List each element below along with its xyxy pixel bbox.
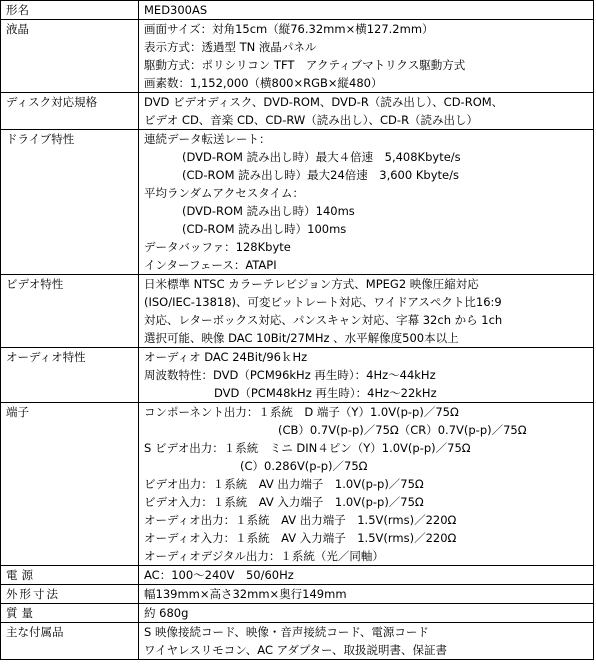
spec-label: 外形寸法 xyxy=(1,585,139,604)
spec-value-line: 対応、レターボックス対応、パンスキャン対応、字幕 32ch から 1ch xyxy=(144,313,503,327)
spec-value-line: ワイヤレスリモコン、AC アダプター、取扱説明書、保証書 xyxy=(144,643,448,657)
spec-value-line: 表示方式：透過型 TN 液晶パネル xyxy=(144,40,317,54)
spec-value-line: 駆動方式：ポリシリコン TFT アクティブマトリクス駆動方式 xyxy=(144,58,466,72)
spec-value-line: コンポーネント出力：１系統 D 端子（Y）1.0V(p-p)／75Ω xyxy=(144,405,459,419)
spec-row-model xyxy=(1,1,594,20)
spec-value xyxy=(139,566,594,585)
spec-value-line: オーディオデジタル出力：１系統（光／同軸） xyxy=(144,549,384,563)
spec-value xyxy=(139,275,594,348)
spec-value xyxy=(139,1,594,20)
spec-row-disc-formats xyxy=(1,93,594,130)
spec-value-line: AC：100～240V 50/60Hz xyxy=(144,568,294,582)
spec-value-line: インターフェース：ATAPI xyxy=(144,258,277,272)
spec-row-accessories xyxy=(1,623,594,660)
spec-value-line: 幅139mm×高さ32mm×奥行149mm xyxy=(144,587,347,601)
spec-row-power xyxy=(1,566,594,585)
spec-value-line: (DVD-ROM 読み出し時）140ms xyxy=(182,204,355,218)
spec-value-line: (CD-ROM 読み出し時）100ms xyxy=(182,222,347,236)
spec-label: 液晶 xyxy=(1,20,139,93)
spec-value-line: MED300AS xyxy=(144,3,208,17)
spec-value xyxy=(139,585,594,604)
spec-value-line: S 映像接続コード、映像・音声接続コード、電源コード xyxy=(144,625,429,639)
spec-value-line: 平均ランダムアクセスタイム： xyxy=(144,186,304,200)
spec-value xyxy=(139,20,594,93)
spec-row-terminals xyxy=(1,403,594,566)
spec-value xyxy=(139,623,594,660)
spec-value xyxy=(139,403,594,566)
spec-value-line: (ISO/IEC-13818)、可変ビットレート対応、ワイドアスペクト比16:9 xyxy=(144,295,502,309)
spec-value-line: 画面サイズ：対角15cm（縦76.32mm×横127.2mm） xyxy=(144,22,434,36)
spec-value-line: (C）0.286V(p-p)／75Ω xyxy=(240,459,368,473)
spec-value-line: DVD ビデオディスク、DVD-ROM、DVD-R（読み出し）、CD-ROM、 xyxy=(144,95,504,109)
spec-row-dimensions xyxy=(1,585,594,604)
spec-value-line: S ビデオ出力：１系統 ミニ DIN４ピン（Y）1.0V(p-p)／75Ω xyxy=(144,441,471,455)
spec-value xyxy=(139,130,594,275)
spec-label: 端子 xyxy=(1,403,139,566)
spec-label: ビデオ特性 xyxy=(1,275,139,348)
spec-row-audio xyxy=(1,348,594,403)
spec-value-line: オーディオ入力：１系統 AV 入力端子 1.5V(rms)／220Ω xyxy=(144,531,457,545)
spec-row-lcd xyxy=(1,20,594,93)
spec-value-line: 約 680g xyxy=(144,606,189,620)
spec-label: オーディオ特性 xyxy=(1,348,139,403)
spec-value-line: ビデオ出力：１系統 AV 出力端子 1.0V(p-p)／75Ω xyxy=(144,477,424,491)
spec-value-line: オーディオ DAC 24Bit/96ｋHz xyxy=(144,350,308,364)
spec-label: 電源 xyxy=(1,566,139,585)
spec-label: 形名 xyxy=(1,1,139,20)
spec-value-line: (CB）0.7V(p-p)／75Ω（CR）0.7V(p-p)／75Ω xyxy=(278,423,527,437)
spec-label: ドライブ特性 xyxy=(1,130,139,275)
spec-row-weight xyxy=(1,604,594,623)
spec-value-line: 周波数特性：DVD（PCM96kHz 再生時）：4Hz～44kHz xyxy=(144,368,436,382)
spec-value-line: オーディオ出力：１系統 AV 出力端子 1.5V(rms)／220Ω xyxy=(144,513,457,527)
spec-value-line: ビデオ入力：１系統 AV 入力端子 1.0V(p-p)／75Ω xyxy=(144,495,424,509)
spec-row-drive xyxy=(1,130,594,275)
spec-value xyxy=(139,348,594,403)
spec-value-line: 連続データ転送レート： xyxy=(144,132,271,146)
spec-row-video xyxy=(1,275,594,348)
spec-value-line: DVD（PCM48kHz 再生時）：4Hz～22kHz xyxy=(214,386,437,400)
spec-value-line: 選択可能、映像 DAC 10Bit/27MHz 、水平解像度500本以上 xyxy=(144,331,459,345)
spec-label: 質量 xyxy=(1,604,139,623)
spec-value-line: データバッファ：128Kbyte xyxy=(144,240,291,254)
spec-value xyxy=(139,93,594,130)
spec-label: ディスク対応規格 xyxy=(1,93,139,130)
spec-value-line: ビデオ CD、音楽 CD、CD-RW（読み出し）、CD-R（読み出し） xyxy=(144,113,479,127)
spec-value-line: (CD-ROM 読み出し時）最大24倍速 3,600 Kbyte/s xyxy=(182,168,459,182)
spec-value xyxy=(139,604,594,623)
spec-value-line: (DVD-ROM 読み出し時）最大４倍速 5,408Kbyte/s xyxy=(182,150,461,164)
spec-value-line: 画素数：1,152,000（横800×RGB×縦480） xyxy=(144,76,383,90)
spec-value-line: 日米標準 NTSC カラーテレビジョン方式、MPEG2 映像圧縮対応 xyxy=(144,277,479,291)
spec-label: 主な付属品 xyxy=(1,623,139,660)
